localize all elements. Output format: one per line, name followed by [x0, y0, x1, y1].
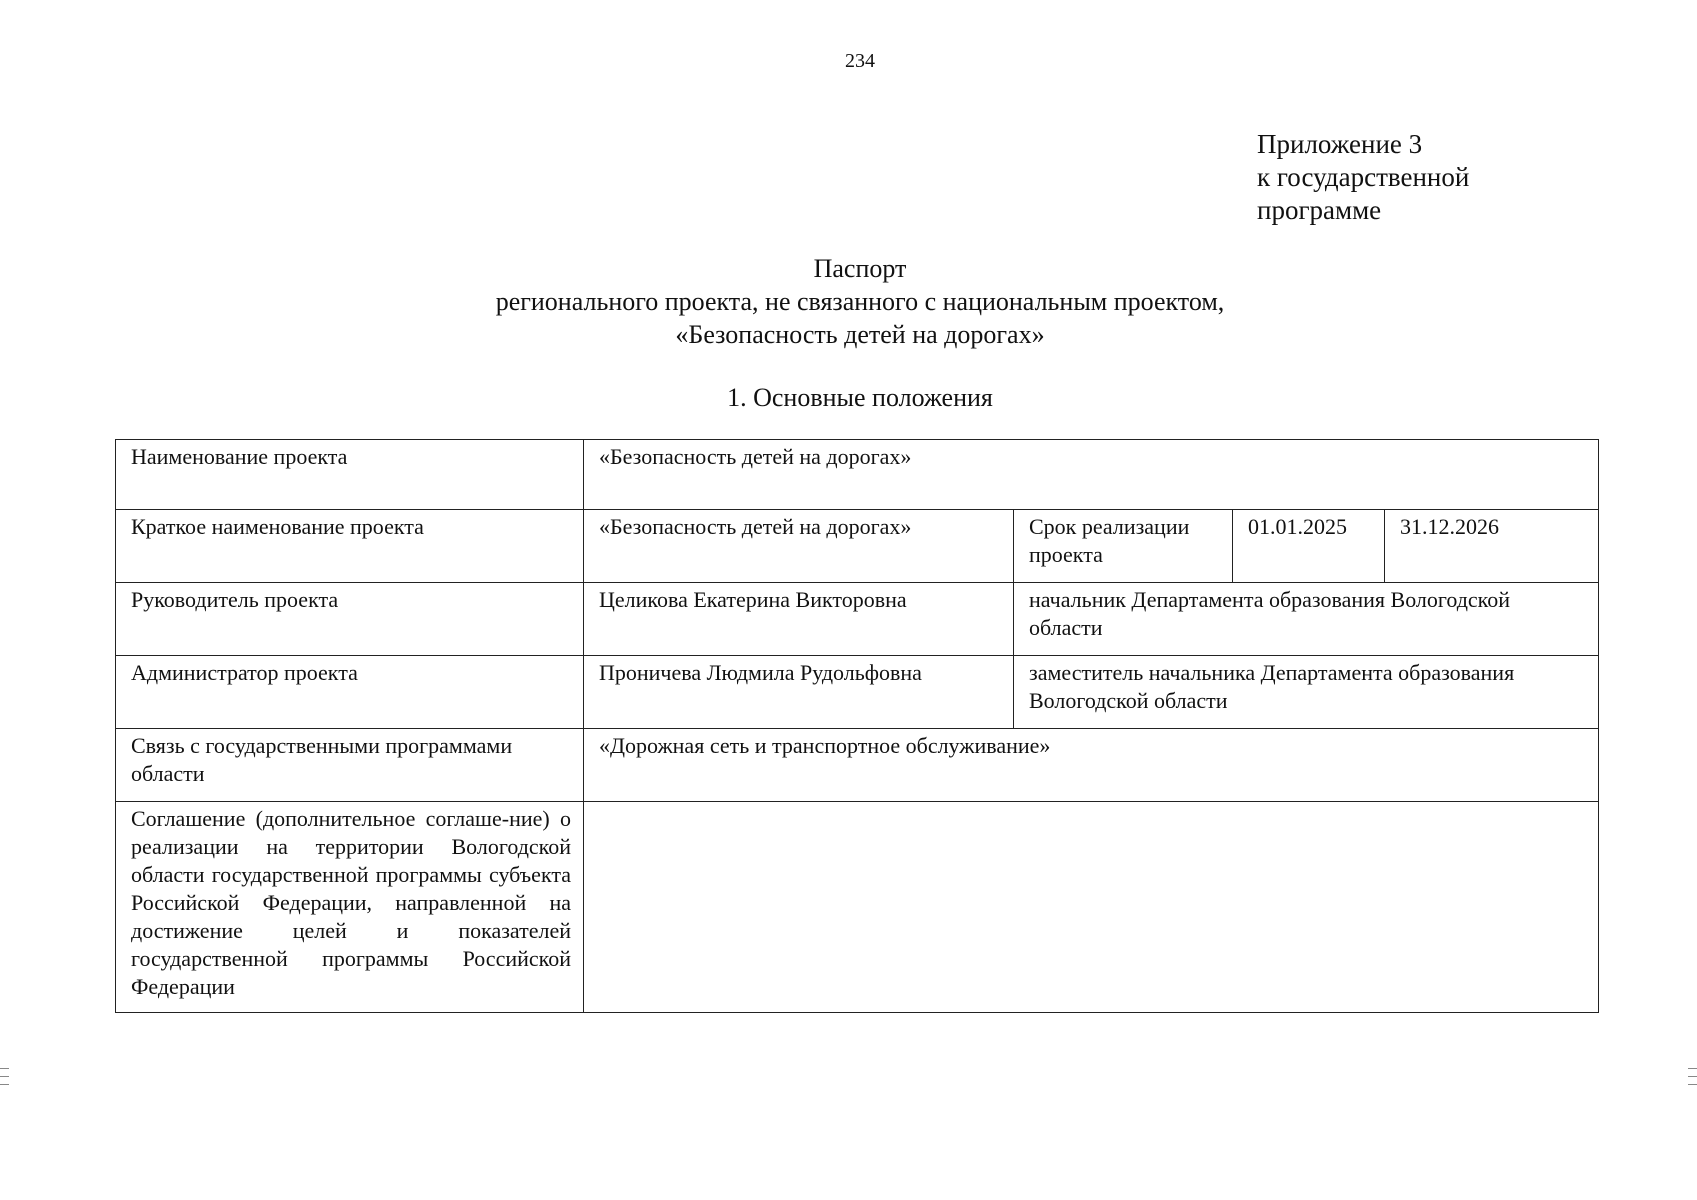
appendix-line-3: программе — [1257, 195, 1382, 225]
appendix-line-2: к государственной — [1257, 162, 1470, 192]
head-position: начальник Департамента образования Вологодской области — [1014, 583, 1599, 656]
title-line-2: регионального проекта, не связанного с национальным проектом, — [495, 287, 1225, 316]
title-line-1: Паспорт — [813, 254, 907, 283]
left-edge-mark — [0, 1068, 9, 1069]
left-edge-mark — [0, 1084, 9, 1085]
title-line-3: «Безопасность детей на дорогах» — [675, 320, 1045, 349]
table-row-project-name — [116, 440, 1599, 510]
admin-name: Проничева Людмила Рудольфовна — [584, 656, 1014, 729]
short-name-label: Краткое наименование проекта — [116, 510, 584, 583]
table-row-head — [116, 583, 1599, 656]
right-edge-mark — [1688, 1068, 1697, 1069]
appendix-note — [1257, 128, 1469, 227]
programs-value: «Дорожная сеть и транспортное обслуживание» — [584, 729, 1599, 802]
admin-position: заместитель начальника Департамента образования Вологодской области — [1014, 656, 1599, 729]
right-edge-mark — [1688, 1076, 1697, 1077]
page-number: 234 — [845, 50, 875, 72]
document-title — [0, 252, 1697, 351]
term-label: Срок реализации проекта — [1014, 510, 1233, 583]
left-edge-mark — [0, 1076, 9, 1077]
table-row-agreement — [116, 802, 1599, 1013]
table-row-admin — [116, 656, 1599, 729]
section-title: 1. Основные положения — [727, 383, 993, 412]
right-edge-mark — [1688, 1084, 1697, 1085]
passport-table — [115, 439, 1599, 1013]
short-name-value: «Безопасность детей на дорогах» — [584, 510, 1014, 583]
term-end: 31.12.2026 — [1385, 510, 1599, 583]
table-row-programs — [116, 729, 1599, 802]
project-name-label: Наименование проекта — [116, 440, 584, 510]
head-name: Целикова Екатерина Викторовна — [584, 583, 1014, 656]
admin-label: Администратор проекта — [116, 656, 584, 729]
project-name-value: «Безопасность детей на дорогах» — [584, 440, 1599, 510]
term-start: 01.01.2025 — [1233, 510, 1385, 583]
agreement-label: Соглашение (дополнительное соглаше-ние) о реализации на территории Вологодской области государственной программы субъекта Российской Федерации, направленной на достижение целей и показателей государственной программы Российской Федерации — [116, 802, 584, 1013]
agreement-value — [584, 802, 1599, 1013]
programs-label: Связь с государственными программами области — [116, 729, 584, 802]
table-row-short-name — [116, 510, 1599, 583]
head-label: Руководитель проекта — [116, 583, 584, 656]
appendix-line-1: Приложение 3 — [1257, 129, 1423, 159]
